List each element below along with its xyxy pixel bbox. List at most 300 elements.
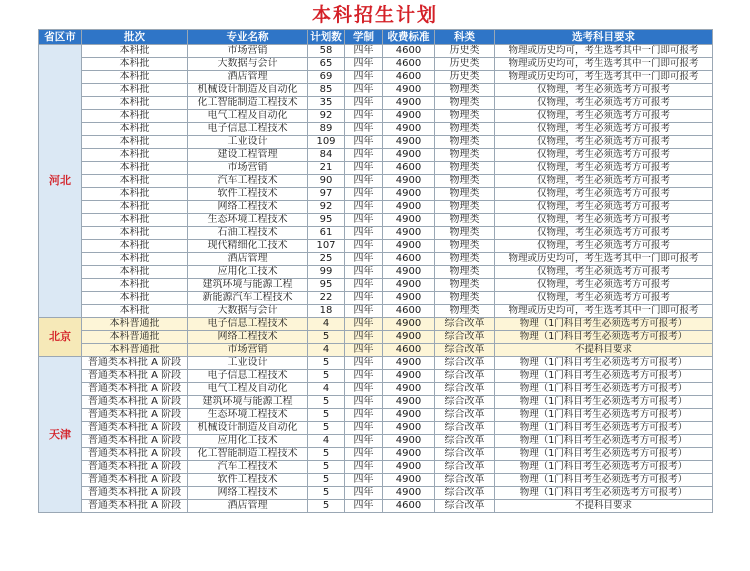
- table-row: [39, 240, 713, 253]
- duration-cell: 四年: [345, 422, 383, 435]
- tuition-cell: 4900: [383, 422, 435, 435]
- table-row: [39, 136, 713, 149]
- table-row: [39, 396, 713, 409]
- province-cell: 北京: [39, 318, 82, 357]
- table-row: [39, 45, 713, 58]
- tuition-cell: 4900: [383, 461, 435, 474]
- duration-cell: 四年: [345, 383, 383, 396]
- requirement-cell: 仅物理，考生必须选考方可报考: [495, 149, 713, 162]
- plan-count-cell: 89: [308, 123, 345, 136]
- duration-cell: 四年: [345, 305, 383, 318]
- plan-count-cell: 90: [308, 175, 345, 188]
- header-category: 科类: [435, 30, 495, 45]
- table-row: [39, 357, 713, 370]
- tuition-cell: 4900: [383, 97, 435, 110]
- category-cell: 物理类: [435, 162, 495, 175]
- tuition-cell: 4900: [383, 331, 435, 344]
- table-body: [39, 45, 713, 513]
- duration-cell: 四年: [345, 123, 383, 136]
- category-cell: 物理类: [435, 266, 495, 279]
- duration-cell: 四年: [345, 136, 383, 149]
- duration-cell: 四年: [345, 45, 383, 58]
- tuition-cell: 4900: [383, 474, 435, 487]
- batch-cell: 本科普通批: [82, 344, 188, 357]
- major-cell: 酒店管理: [188, 71, 308, 84]
- major-cell: 软件工程技术: [188, 474, 308, 487]
- major-cell: 网络工程技术: [188, 201, 308, 214]
- plan-count-cell: 5: [308, 370, 345, 383]
- category-cell: 物理类: [435, 227, 495, 240]
- category-cell: 综合改革: [435, 435, 495, 448]
- batch-cell: 普通类本科批 A 阶段: [82, 396, 188, 409]
- plan-count-cell: 35: [308, 97, 345, 110]
- requirement-cell: 仅物理，考生必须选考方可报考: [495, 123, 713, 136]
- duration-cell: 四年: [345, 292, 383, 305]
- header-plan-count: 计划数: [308, 30, 345, 45]
- batch-cell: 本科批: [82, 58, 188, 71]
- major-cell: 酒店管理: [188, 500, 308, 513]
- tuition-cell: 4600: [383, 305, 435, 318]
- table-row: [39, 227, 713, 240]
- tuition-cell: 4600: [383, 45, 435, 58]
- table-row: [39, 318, 713, 331]
- major-cell: 汽车工程技术: [188, 461, 308, 474]
- requirement-cell: 物理（1门科目考生必须选考方可报考）: [495, 370, 713, 383]
- batch-cell: 本科批: [82, 201, 188, 214]
- requirement-cell: 仅物理，考生必须选考方可报考: [495, 84, 713, 97]
- tuition-cell: 4900: [383, 383, 435, 396]
- tuition-cell: 4900: [383, 318, 435, 331]
- tuition-cell: 4900: [383, 396, 435, 409]
- tuition-cell: 4900: [383, 240, 435, 253]
- duration-cell: 四年: [345, 71, 383, 84]
- table-row: [39, 422, 713, 435]
- tuition-cell: 4900: [383, 227, 435, 240]
- category-cell: 综合改革: [435, 357, 495, 370]
- batch-cell: 本科普通批: [82, 331, 188, 344]
- duration-cell: 四年: [345, 97, 383, 110]
- plan-count-cell: 22: [308, 292, 345, 305]
- duration-cell: 四年: [345, 188, 383, 201]
- category-cell: 物理类: [435, 97, 495, 110]
- requirement-cell: 仅物理，考生必须选考方可报考: [495, 266, 713, 279]
- requirement-cell: 物理或历史均可，考生选考其中一门即可报考: [495, 253, 713, 266]
- plan-count-cell: 5: [308, 357, 345, 370]
- category-cell: 综合改革: [435, 500, 495, 513]
- plan-count-cell: 84: [308, 149, 345, 162]
- major-cell: 建设工程管理: [188, 149, 308, 162]
- batch-cell: 本科批: [82, 188, 188, 201]
- category-cell: 物理类: [435, 123, 495, 136]
- tuition-cell: 4900: [383, 188, 435, 201]
- table-row: [39, 435, 713, 448]
- major-cell: 现代精细化工技术: [188, 240, 308, 253]
- requirement-cell: 仅物理，考生必须选考方可报考: [495, 292, 713, 305]
- table-row: [39, 71, 713, 84]
- plan-count-cell: 5: [308, 409, 345, 422]
- batch-cell: 普通类本科批 A 阶段: [82, 383, 188, 396]
- requirement-cell: 仅物理，考生必须选考方可报考: [495, 227, 713, 240]
- plan-count-cell: 95: [308, 214, 345, 227]
- duration-cell: 四年: [345, 279, 383, 292]
- batch-cell: 普通类本科批 A 阶段: [82, 487, 188, 500]
- batch-cell: 本科批: [82, 162, 188, 175]
- batch-cell: 普通类本科批 A 阶段: [82, 409, 188, 422]
- requirement-cell: 物理（1门科目考生必须选考方可报考）: [495, 474, 713, 487]
- batch-cell: 普通类本科批 A 阶段: [82, 370, 188, 383]
- category-cell: 历史类: [435, 58, 495, 71]
- plan-count-cell: 65: [308, 58, 345, 71]
- duration-cell: 四年: [345, 214, 383, 227]
- table-row: [39, 448, 713, 461]
- category-cell: 综合改革: [435, 474, 495, 487]
- table-row: [39, 175, 713, 188]
- major-cell: 电气工程及自动化: [188, 383, 308, 396]
- duration-cell: 四年: [345, 331, 383, 344]
- tuition-cell: 4900: [383, 175, 435, 188]
- table-row: [39, 110, 713, 123]
- major-cell: 应用化工技术: [188, 435, 308, 448]
- requirement-cell: 仅物理，考生必须选考方可报考: [495, 214, 713, 227]
- batch-cell: 本科批: [82, 253, 188, 266]
- batch-cell: 本科批: [82, 279, 188, 292]
- category-cell: 历史类: [435, 71, 495, 84]
- batch-cell: 本科批: [82, 110, 188, 123]
- tuition-cell: 4900: [383, 435, 435, 448]
- plan-count-cell: 109: [308, 136, 345, 149]
- category-cell: 物理类: [435, 136, 495, 149]
- major-cell: 汽车工程技术: [188, 175, 308, 188]
- plan-count-cell: 5: [308, 331, 345, 344]
- batch-cell: 普通类本科批 A 阶段: [82, 474, 188, 487]
- major-cell: 酒店管理: [188, 253, 308, 266]
- requirement-cell: 物理（1门科目考生必须选考方可报考）: [495, 383, 713, 396]
- tuition-cell: 4900: [383, 409, 435, 422]
- major-cell: 机械设计制造及自动化: [188, 422, 308, 435]
- table-row: [39, 201, 713, 214]
- major-cell: 化工智能制造工程技术: [188, 97, 308, 110]
- category-cell: 物理类: [435, 305, 495, 318]
- batch-cell: 本科批: [82, 97, 188, 110]
- table-row: [39, 487, 713, 500]
- duration-cell: 四年: [345, 58, 383, 71]
- table-row: [39, 344, 713, 357]
- category-cell: 综合改革: [435, 318, 495, 331]
- header-major: 专业名称: [188, 30, 308, 45]
- batch-cell: 本科批: [82, 123, 188, 136]
- major-cell: 石油工程技术: [188, 227, 308, 240]
- category-cell: 物理类: [435, 175, 495, 188]
- category-cell: 物理类: [435, 292, 495, 305]
- batch-cell: 本科批: [82, 227, 188, 240]
- plan-count-cell: 95: [308, 279, 345, 292]
- tuition-cell: 4900: [383, 110, 435, 123]
- requirement-cell: 仅物理，考生必须选考方可报考: [495, 240, 713, 253]
- major-cell: 应用化工技术: [188, 266, 308, 279]
- requirement-cell: 物理或历史均可，考生选考其中一门即可报考: [495, 45, 713, 58]
- requirement-cell: 仅物理，考生必须选考方可报考: [495, 188, 713, 201]
- batch-cell: 本科批: [82, 84, 188, 97]
- duration-cell: 四年: [345, 357, 383, 370]
- plan-count-cell: 21: [308, 162, 345, 175]
- duration-cell: 四年: [345, 162, 383, 175]
- requirement-cell: 物理或历史均可，考生选考其中一门即可报考: [495, 58, 713, 71]
- major-cell: 市场营销: [188, 45, 308, 58]
- requirement-cell: 仅物理，考生必须选考方可报考: [495, 162, 713, 175]
- requirement-cell: 物理或历史均可，考生选考其中一门即可报考: [495, 305, 713, 318]
- major-cell: 网络工程技术: [188, 331, 308, 344]
- tuition-cell: 4900: [383, 149, 435, 162]
- category-cell: 物理类: [435, 214, 495, 227]
- duration-cell: 四年: [345, 487, 383, 500]
- table-row: [39, 383, 713, 396]
- major-cell: 生态环境工程技术: [188, 409, 308, 422]
- table-row: [39, 305, 713, 318]
- batch-cell: 普通类本科批 A 阶段: [82, 461, 188, 474]
- duration-cell: 四年: [345, 84, 383, 97]
- tuition-cell: 4600: [383, 500, 435, 513]
- duration-cell: 四年: [345, 370, 383, 383]
- requirement-cell: 仅物理，考生必须选考方可报考: [495, 97, 713, 110]
- category-cell: 综合改革: [435, 396, 495, 409]
- duration-cell: 四年: [345, 240, 383, 253]
- batch-cell: 本科批: [82, 149, 188, 162]
- requirement-cell: 物理（1门科目考生必须选考方可报考）: [495, 409, 713, 422]
- plan-count-cell: 92: [308, 110, 345, 123]
- category-cell: 物理类: [435, 253, 495, 266]
- category-cell: 综合改革: [435, 370, 495, 383]
- duration-cell: 四年: [345, 201, 383, 214]
- table-row: [39, 188, 713, 201]
- major-cell: 大数据与会计: [188, 58, 308, 71]
- category-cell: 物理类: [435, 84, 495, 97]
- plan-count-cell: 85: [308, 84, 345, 97]
- tuition-cell: 4900: [383, 357, 435, 370]
- duration-cell: 四年: [345, 409, 383, 422]
- requirement-cell: 仅物理，考生必须选考方可报考: [495, 136, 713, 149]
- table-row: [39, 253, 713, 266]
- tuition-cell: 4600: [383, 162, 435, 175]
- table-row: [39, 149, 713, 162]
- plan-count-cell: 5: [308, 448, 345, 461]
- tuition-cell: 4600: [383, 344, 435, 357]
- header-duration: 学制: [345, 30, 383, 45]
- table-row: [39, 97, 713, 110]
- plan-count-cell: 97: [308, 188, 345, 201]
- category-cell: 综合改革: [435, 448, 495, 461]
- category-cell: 物理类: [435, 201, 495, 214]
- plan-count-cell: 58: [308, 45, 345, 58]
- tuition-cell: 4900: [383, 370, 435, 383]
- tuition-cell: 4900: [383, 84, 435, 97]
- plan-count-cell: 107: [308, 240, 345, 253]
- plan-count-cell: 5: [308, 500, 345, 513]
- requirement-cell: 物理（1门科目考生必须选考方可报考）: [495, 487, 713, 500]
- major-cell: 电气工程及自动化: [188, 110, 308, 123]
- category-cell: 物理类: [435, 149, 495, 162]
- category-cell: 综合改革: [435, 409, 495, 422]
- batch-cell: 普通类本科批 A 阶段: [82, 448, 188, 461]
- major-cell: 建筑环境与能源工程: [188, 279, 308, 292]
- batch-cell: 本科批: [82, 175, 188, 188]
- batch-cell: 普通类本科批 A 阶段: [82, 422, 188, 435]
- duration-cell: 四年: [345, 435, 383, 448]
- batch-cell: 本科批: [82, 292, 188, 305]
- requirement-cell: 仅物理，考生必须选考方可报考: [495, 279, 713, 292]
- category-cell: 物理类: [435, 110, 495, 123]
- table-row: [39, 331, 713, 344]
- batch-cell: 普通类本科批 A 阶段: [82, 435, 188, 448]
- tuition-cell: 4900: [383, 214, 435, 227]
- requirement-cell: 仅物理，考生必须选考方可报考: [495, 201, 713, 214]
- plan-count-cell: 5: [308, 461, 345, 474]
- batch-cell: 本科批: [82, 136, 188, 149]
- table-row: [39, 474, 713, 487]
- tuition-cell: 4900: [383, 201, 435, 214]
- duration-cell: 四年: [345, 500, 383, 513]
- plan-count-cell: 5: [308, 487, 345, 500]
- table-row: [39, 500, 713, 513]
- batch-cell: 本科批: [82, 305, 188, 318]
- batch-cell: 普通类本科批 A 阶段: [82, 500, 188, 513]
- major-cell: 电子信息工程技术: [188, 370, 308, 383]
- table-row: [39, 84, 713, 97]
- plan-count-cell: 92: [308, 201, 345, 214]
- table-header-row: [39, 30, 713, 45]
- requirement-cell: 物理（1门科目考生必须选考方可报考）: [495, 331, 713, 344]
- duration-cell: 四年: [345, 175, 383, 188]
- duration-cell: 四年: [345, 266, 383, 279]
- table-row: [39, 266, 713, 279]
- plan-count-cell: 25: [308, 253, 345, 266]
- table-row: [39, 370, 713, 383]
- requirement-cell: 物理（1门科目考生必须选考方可报考）: [495, 461, 713, 474]
- batch-cell: 本科批: [82, 266, 188, 279]
- requirement-cell: 不提科目要求: [495, 344, 713, 357]
- requirement-cell: 仅物理，考生必须选考方可报考: [495, 175, 713, 188]
- plan-count-cell: 5: [308, 422, 345, 435]
- table-row: [39, 409, 713, 422]
- duration-cell: 四年: [345, 253, 383, 266]
- plan-count-cell: 18: [308, 305, 345, 318]
- major-cell: 建筑环境与能源工程: [188, 396, 308, 409]
- requirement-cell: 物理（1门科目考生必须选考方可报考）: [495, 435, 713, 448]
- major-cell: 工业设计: [188, 357, 308, 370]
- table-row: [39, 279, 713, 292]
- requirement-cell: 物理（1门科目考生必须选考方可报考）: [495, 422, 713, 435]
- header-subject-requirement: 选考科目要求: [495, 30, 713, 45]
- duration-cell: 四年: [345, 474, 383, 487]
- major-cell: 电子信息工程技术: [188, 318, 308, 331]
- table-row: [39, 58, 713, 71]
- table-row: [39, 123, 713, 136]
- plan-count-cell: 99: [308, 266, 345, 279]
- tuition-cell: 4900: [383, 136, 435, 149]
- tuition-cell: 4900: [383, 487, 435, 500]
- duration-cell: 四年: [345, 149, 383, 162]
- requirement-cell: 物理或历史均可，考生选考其中一门即可报考: [495, 71, 713, 84]
- major-cell: 电子信息工程技术: [188, 123, 308, 136]
- category-cell: 历史类: [435, 45, 495, 58]
- category-cell: 综合改革: [435, 461, 495, 474]
- plan-count-cell: 5: [308, 474, 345, 487]
- plan-count-cell: 4: [308, 344, 345, 357]
- tuition-cell: 4600: [383, 71, 435, 84]
- category-cell: 综合改革: [435, 344, 495, 357]
- plan-count-cell: 4: [308, 318, 345, 331]
- requirement-cell: 物理（1门科目考生必须选考方可报考）: [495, 396, 713, 409]
- plan-count-cell: 4: [308, 435, 345, 448]
- batch-cell: 普通类本科批 A 阶段: [82, 357, 188, 370]
- duration-cell: 四年: [345, 461, 383, 474]
- category-cell: 综合改革: [435, 383, 495, 396]
- batch-cell: 本科批: [82, 45, 188, 58]
- plan-count-cell: 4: [308, 383, 345, 396]
- batch-cell: 本科普通批: [82, 318, 188, 331]
- plan-count-cell: 69: [308, 71, 345, 84]
- plan-count-cell: 5: [308, 396, 345, 409]
- table-row: [39, 162, 713, 175]
- batch-cell: 本科批: [82, 240, 188, 253]
- major-cell: 市场营销: [188, 344, 308, 357]
- requirement-cell: 物理（1门科目考生必须选考方可报考）: [495, 448, 713, 461]
- batch-cell: 本科批: [82, 214, 188, 227]
- category-cell: 综合改革: [435, 422, 495, 435]
- table-row: [39, 292, 713, 305]
- requirement-cell: 物理（1门科目考生必须选考方可报考）: [495, 318, 713, 331]
- category-cell: 物理类: [435, 240, 495, 253]
- category-cell: 综合改革: [435, 487, 495, 500]
- requirement-cell: 仅物理，考生必须选考方可报考: [495, 110, 713, 123]
- header-tuition: 收费标准: [383, 30, 435, 45]
- major-cell: 市场营销: [188, 162, 308, 175]
- duration-cell: 四年: [345, 110, 383, 123]
- header-province: 省区市: [39, 30, 82, 45]
- table-row: [39, 214, 713, 227]
- tuition-cell: 4900: [383, 123, 435, 136]
- major-cell: 软件工程技术: [188, 188, 308, 201]
- major-cell: 新能源汽车工程技术: [188, 292, 308, 305]
- category-cell: 物理类: [435, 279, 495, 292]
- duration-cell: 四年: [345, 344, 383, 357]
- tuition-cell: 4600: [383, 58, 435, 71]
- tuition-cell: 4900: [383, 448, 435, 461]
- plan-count-cell: 61: [308, 227, 345, 240]
- header-batch: 批次: [82, 30, 188, 45]
- table-row: [39, 461, 713, 474]
- duration-cell: 四年: [345, 227, 383, 240]
- duration-cell: 四年: [345, 396, 383, 409]
- major-cell: 机械设计制造及自动化: [188, 84, 308, 97]
- duration-cell: 四年: [345, 318, 383, 331]
- requirement-cell: 物理（1门科目考生必须选考方可报考）: [495, 357, 713, 370]
- province-cell: 河北: [39, 45, 82, 318]
- page-title: 本科招生计划: [311, 4, 438, 26]
- duration-cell: 四年: [345, 448, 383, 461]
- major-cell: 大数据与会计: [188, 305, 308, 318]
- major-cell: 工业设计: [188, 136, 308, 149]
- tuition-cell: 4900: [383, 266, 435, 279]
- major-cell: 网络工程技术: [188, 487, 308, 500]
- requirement-cell: 不提科目要求: [495, 500, 713, 513]
- tuition-cell: 4900: [383, 292, 435, 305]
- tuition-cell: 4600: [383, 253, 435, 266]
- enrollment-plan-table: [38, 29, 713, 513]
- category-cell: 物理类: [435, 188, 495, 201]
- major-cell: 生态环境工程技术: [188, 214, 308, 227]
- province-cell: 天津: [39, 357, 82, 513]
- tuition-cell: 4900: [383, 279, 435, 292]
